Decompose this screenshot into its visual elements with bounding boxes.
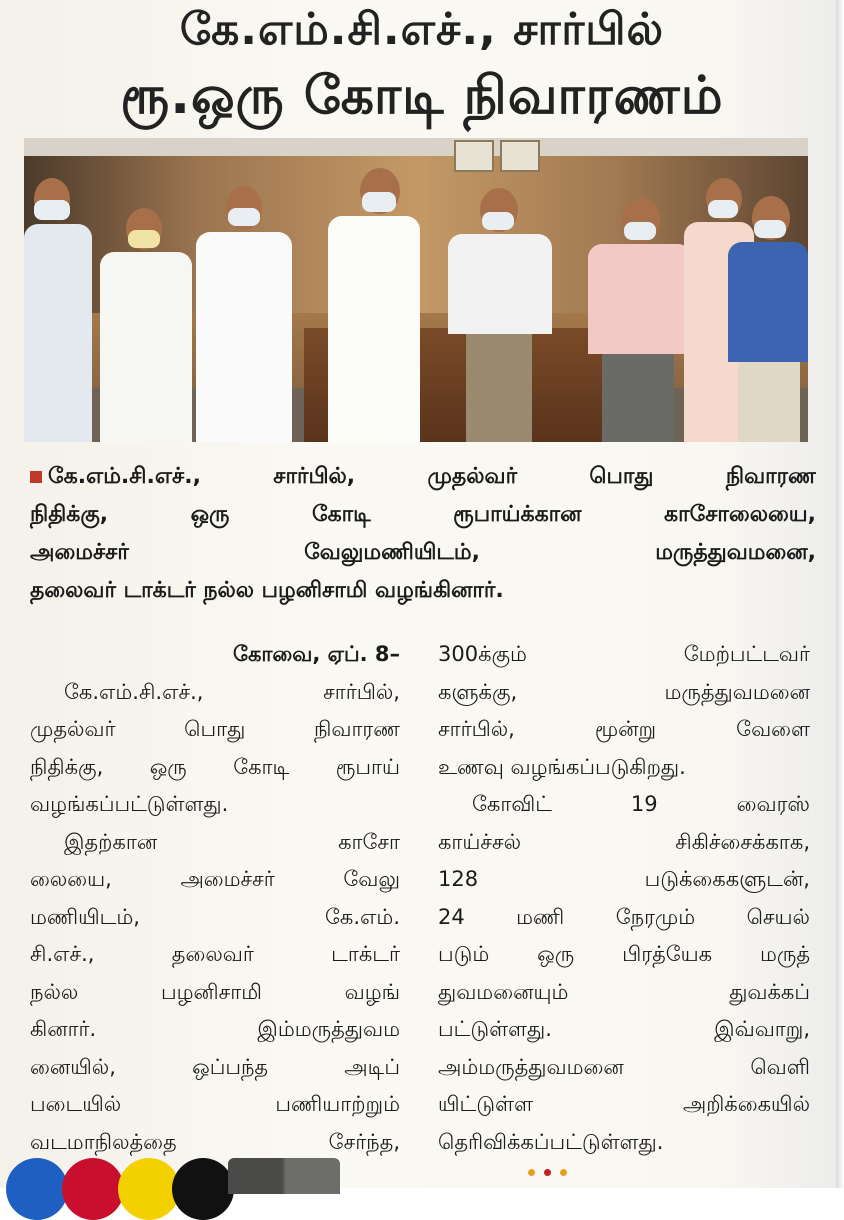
headline-line-2: ரூ.ஒரு கோடி நிவாரணம் — [120, 66, 724, 126]
article-line: கே.எம்.சி.எச்., சார்பில், — [64, 679, 400, 704]
page-edge — [836, 0, 844, 1188]
person — [442, 188, 554, 442]
photo-caption — [30, 458, 816, 610]
article-line: படையில் பணியாற்றும் — [30, 1092, 400, 1116]
person — [192, 186, 292, 442]
wall-frame — [500, 140, 540, 172]
registration-dot — [560, 1169, 567, 1176]
article-line: லையை, அமைச்சர் வேலு — [30, 867, 400, 891]
article-line: உணவு வழங்கப்படுகிறது. — [438, 754, 686, 779]
news-photo — [24, 138, 808, 442]
article-line: நல்ல பழனிசாமி வழங் — [30, 979, 400, 1004]
article-column-right — [438, 636, 810, 1161]
article-line: வழங்கப்பட்டுள்ளது. — [30, 792, 229, 816]
person — [94, 208, 194, 442]
dateline: கோவை, ஏப். 8– — [233, 642, 400, 666]
article-line: அம்மருத்துவமனை வெளி — [438, 1054, 810, 1079]
person — [724, 196, 808, 442]
article-line: நிதிக்கு, ஒரு கோடி ரூபாய் — [30, 754, 400, 779]
photo-ceiling — [24, 138, 808, 156]
article-line: காய்ச்சல் சிகிச்சைக்காக, — [438, 829, 810, 854]
caption-line-1: கே.எம்.சி.எச்., சார்பில், முதல்வர் பொது நிவாரண — [30, 458, 816, 496]
headline-line-1: கே.எம்.சி.எச்., சார்பில் — [179, 4, 665, 55]
person — [584, 198, 694, 442]
article-line: களுக்கு, மருத்துவமனை — [438, 679, 810, 704]
caption-line-3: அமைச்சர் வேலுமணியிடம், மருத்துவமனை, — [30, 540, 816, 565]
article-line: சார்பில், மூன்று வேளை — [438, 717, 810, 741]
caption-line-2: நிதிக்கு, ஒரு கோடி ரூபாய்க்கான காசோலையை, — [30, 502, 816, 527]
article-line: 128 படுக்கைகளுடன், — [438, 867, 810, 891]
article-line: முதல்வர் பொது நிவாரண — [30, 717, 400, 741]
person — [324, 168, 424, 442]
caption-line-4: தலைவர் டாக்டர் நல்ல பழனிசாமி வழங்கினார். — [30, 578, 504, 603]
registration-dot — [544, 1169, 551, 1176]
article-line: 24 மணி நேரமும் செயல் — [438, 904, 810, 929]
color-swatch-black — [172, 1158, 234, 1220]
article-line: பட்டுள்ளது. இவ்வாறு, — [438, 1017, 810, 1041]
wall-frame — [454, 140, 494, 172]
color-swatch-yellow — [118, 1158, 180, 1220]
article-line: னையில், ஒப்பந்த அடிப் — [30, 1054, 400, 1079]
article-line: இதற்கான காசோ — [64, 829, 400, 854]
article-line: கோவிட் 19 வைரஸ் — [472, 792, 810, 816]
color-swatch-red — [62, 1158, 124, 1220]
article-line: படும் ஒரு பிரத்யேக மருத் — [438, 942, 810, 966]
article-line: தெரிவிக்கப்பட்டுள்ளது. — [438, 1129, 664, 1154]
article-line: சி.எச்., தலைவர் டாக்டர் — [30, 942, 400, 966]
color-swatch-blue — [6, 1158, 68, 1220]
article-line: 300க்கும் மேற்பட்டவர் — [438, 642, 810, 666]
registration-dot — [528, 1169, 535, 1176]
article-line: மணியிடம், கே.எம். — [30, 904, 400, 929]
print-color-bar — [0, 1150, 844, 1188]
article-line: வடமாநிலத்தை சேர்ந்த, — [30, 1129, 400, 1154]
bullet-icon — [30, 471, 42, 483]
gray-swatch — [228, 1158, 340, 1194]
person — [24, 178, 94, 442]
article-line: துவமனையும் துவக்கப் — [438, 979, 810, 1004]
article-line: யிட்டுள்ள அறிக்கையில் — [438, 1092, 810, 1116]
article-line: கினார். இம்மருத்துவம — [30, 1017, 400, 1041]
article-column-left — [30, 636, 400, 1161]
